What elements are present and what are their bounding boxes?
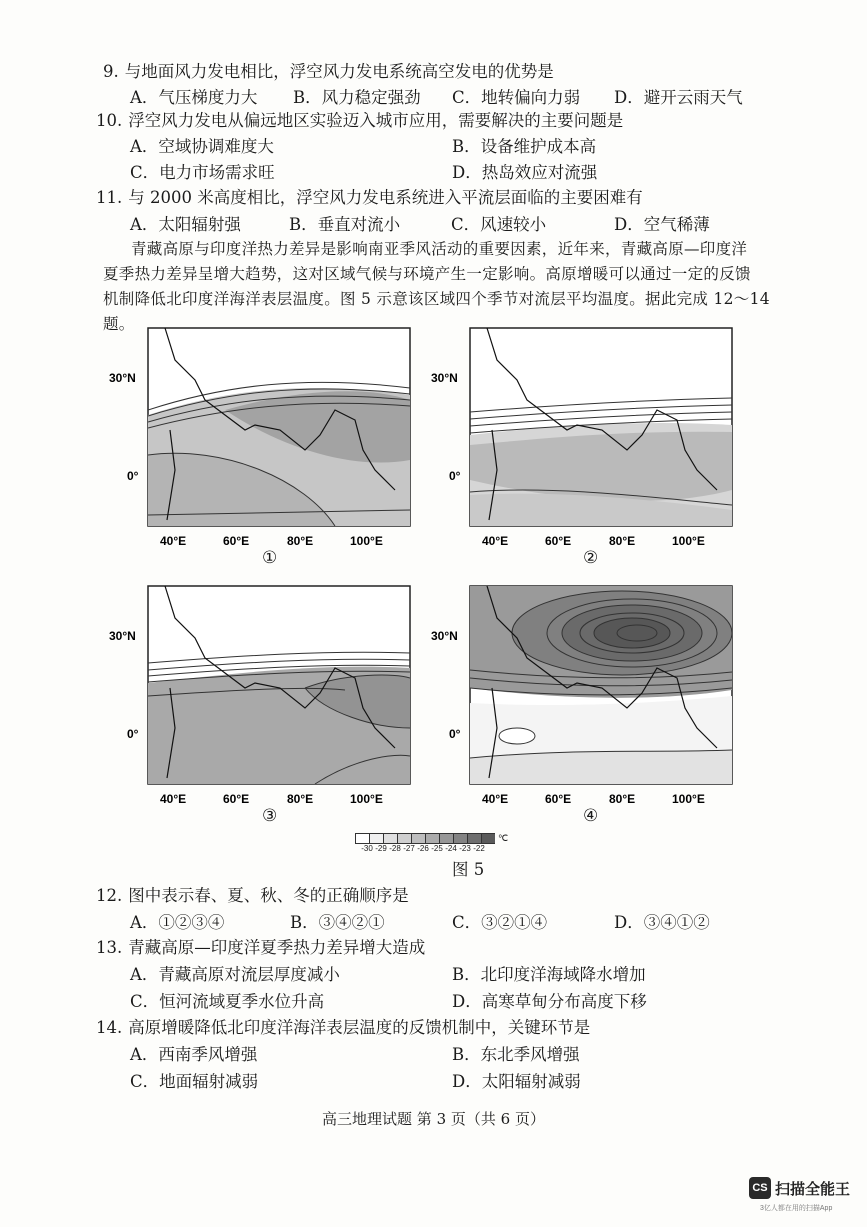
legend-cell bbox=[355, 833, 369, 844]
map4-label: ④ bbox=[583, 806, 599, 826]
map2-lon-80e: 80°E bbox=[609, 534, 636, 548]
temperature-map-4 bbox=[427, 578, 747, 813]
legend-cell bbox=[453, 833, 467, 844]
q9-option-c: C．地转偏向力弱 bbox=[452, 88, 581, 107]
q12-option-d: D．③④①② bbox=[614, 913, 710, 932]
map1-lon-40e: 40°E bbox=[160, 534, 187, 548]
q13-option-d: D．高寒草甸分布高度下移 bbox=[452, 992, 647, 1011]
q12-option-b: B．③④②① bbox=[290, 913, 385, 932]
q14-option-a: A．西南季风增强 bbox=[130, 1045, 258, 1064]
page-footer: 高三地理试题 第 3 页（共 6 页） bbox=[322, 1110, 545, 1128]
map3-lon-40e: 40°E bbox=[160, 792, 187, 806]
map1-lat-30n: 30°N bbox=[109, 371, 136, 385]
q10-option-d: D．热岛效应对流强 bbox=[452, 163, 598, 182]
temperature-legend bbox=[355, 833, 508, 853]
map3-lon-80e: 80°E bbox=[287, 792, 314, 806]
map1-lat-0: 0° bbox=[127, 469, 139, 483]
map3-label: ③ bbox=[262, 806, 278, 826]
map4-lat-0: 0° bbox=[449, 727, 461, 741]
question-13-stem: 13. 青藏高原—印度洋夏季热力差异增大造成 bbox=[96, 938, 426, 957]
map1-label: ① bbox=[262, 548, 278, 568]
legend-cell bbox=[369, 833, 383, 844]
passage-line-1: 青藏高原与印度洋热力差异是影响南亚季风活动的重要因素，近年来，青藏高原—印度洋 bbox=[131, 240, 748, 258]
q9-option-b: B．风力稳定强劲 bbox=[293, 88, 421, 107]
q9-option-a: A．气压梯度力大 bbox=[130, 88, 258, 107]
q13-option-b: B．北印度洋海域降水增加 bbox=[452, 965, 646, 984]
q11-option-b: B．垂直对流小 bbox=[289, 215, 401, 234]
passage-line-3: 机制降低北印度洋海洋表层温度。图 5 示意该区域四个季节对流层平均温度。据此完成 12～14 bbox=[103, 290, 770, 308]
passage-line-2: 夏季热力差异呈增大趋势，这对区域气候与环境产生一定影响。高原增暖可以通过一定的反馈 bbox=[103, 265, 751, 283]
legend-cell bbox=[439, 833, 453, 844]
legend-cell bbox=[411, 833, 425, 844]
map4-lon-60e: 60°E bbox=[545, 792, 572, 806]
temperature-map-3 bbox=[105, 578, 425, 813]
map4-lon-100e: 100°E bbox=[672, 792, 705, 806]
legend-cell bbox=[481, 833, 495, 844]
q14-option-c: C．地面辐射减弱 bbox=[130, 1072, 259, 1091]
legend-label: -22 bbox=[473, 844, 485, 853]
map2-lon-40e: 40°E bbox=[482, 534, 509, 548]
map4-lon-40e: 40°E bbox=[482, 792, 509, 806]
q11-option-a: A．太阳辐射强 bbox=[130, 215, 241, 234]
q10-option-b: B．设备维护成本高 bbox=[452, 137, 597, 156]
map4-lon-80e: 80°E bbox=[609, 792, 636, 806]
map3-lat-0: 0° bbox=[127, 727, 139, 741]
map1-lon-100e: 100°E bbox=[350, 534, 383, 548]
legend-label: -28 bbox=[389, 844, 401, 853]
q9-option-d: D．避开云雨天气 bbox=[614, 88, 743, 107]
q14-option-d: D．太阳辐射减弱 bbox=[452, 1072, 581, 1091]
question-14-stem: 14. 高原增暖降低北印度洋海洋表层温度的反馈机制中，关键环节是 bbox=[96, 1018, 591, 1037]
figure-caption: 图 5 bbox=[452, 860, 485, 879]
map1-lon-80e: 80°E bbox=[287, 534, 314, 548]
q12-option-a: A．①②③④ bbox=[130, 913, 225, 932]
scanner-brand-tagline: 3亿人都在用的扫描App bbox=[760, 1205, 833, 1212]
question-11-stem: 11. 与 2000 米高度相比，浮空风力发电系统进入平流层面临的主要困难有 bbox=[96, 188, 643, 207]
map2-label: ② bbox=[583, 548, 599, 568]
legend-label: -29 bbox=[375, 844, 387, 853]
map2-lon-100e: 100°E bbox=[672, 534, 705, 548]
map2-lon-60e: 60°E bbox=[545, 534, 572, 548]
q11-option-d: D．空气稀薄 bbox=[614, 215, 710, 234]
legend-cell bbox=[425, 833, 439, 844]
q14-option-b: B．东北季风增强 bbox=[452, 1045, 580, 1064]
scanner-brand-name: 扫描全能王 bbox=[775, 1180, 851, 1198]
legend-label: -30 bbox=[361, 844, 373, 853]
map3-lon-100e: 100°E bbox=[350, 792, 383, 806]
temperature-map-2 bbox=[427, 320, 747, 555]
scanner-logo-icon: CS bbox=[749, 1177, 771, 1199]
q10-option-c: C．电力市场需求旺 bbox=[130, 163, 275, 182]
map2-lat-0: 0° bbox=[449, 469, 461, 483]
map1-lon-60e: 60°E bbox=[223, 534, 250, 548]
q11-option-c: C．风速较小 bbox=[451, 215, 547, 234]
q12-option-c: C．③②①④ bbox=[452, 913, 548, 932]
q10-option-a: A．空域协调难度大 bbox=[130, 137, 274, 156]
question-9-stem: 9. 与地面风力发电相比，浮空风力发电系统高空发电的优势是 bbox=[103, 62, 554, 81]
legend-label: -26 bbox=[417, 844, 429, 853]
legend-label: -24 bbox=[445, 844, 457, 853]
legend-cell bbox=[397, 833, 411, 844]
q13-option-c: C．恒河流域夏季水位升高 bbox=[130, 992, 325, 1011]
legend-label: -27 bbox=[403, 844, 415, 853]
legend-label: -23 bbox=[459, 844, 471, 853]
map3-lon-60e: 60°E bbox=[223, 792, 250, 806]
legend-unit: ℃ bbox=[498, 833, 509, 843]
question-10-stem: 10. 浮空风力发电从偏远地区实验迈入城市应用，需要解决的主要问题是 bbox=[96, 111, 624, 130]
map3-lat-30n: 30°N bbox=[109, 629, 136, 643]
temperature-map-1 bbox=[105, 320, 425, 555]
legend-label: -25 bbox=[431, 844, 443, 853]
question-12-stem: 12. 图中表示春、夏、秋、冬的正确顺序是 bbox=[96, 886, 409, 905]
map2-lat-30n: 30°N bbox=[431, 371, 458, 385]
q13-option-a: A．青藏高原对流层厚度减小 bbox=[130, 965, 340, 984]
legend-cell bbox=[467, 833, 481, 844]
map4-lat-30n: 30°N bbox=[431, 629, 458, 643]
passage-line-4: 题。 bbox=[103, 315, 135, 333]
legend-color-bar bbox=[355, 833, 508, 844]
legend-cell bbox=[383, 833, 397, 844]
legend-labels bbox=[360, 844, 508, 853]
scanner-watermark bbox=[749, 1177, 850, 1199]
